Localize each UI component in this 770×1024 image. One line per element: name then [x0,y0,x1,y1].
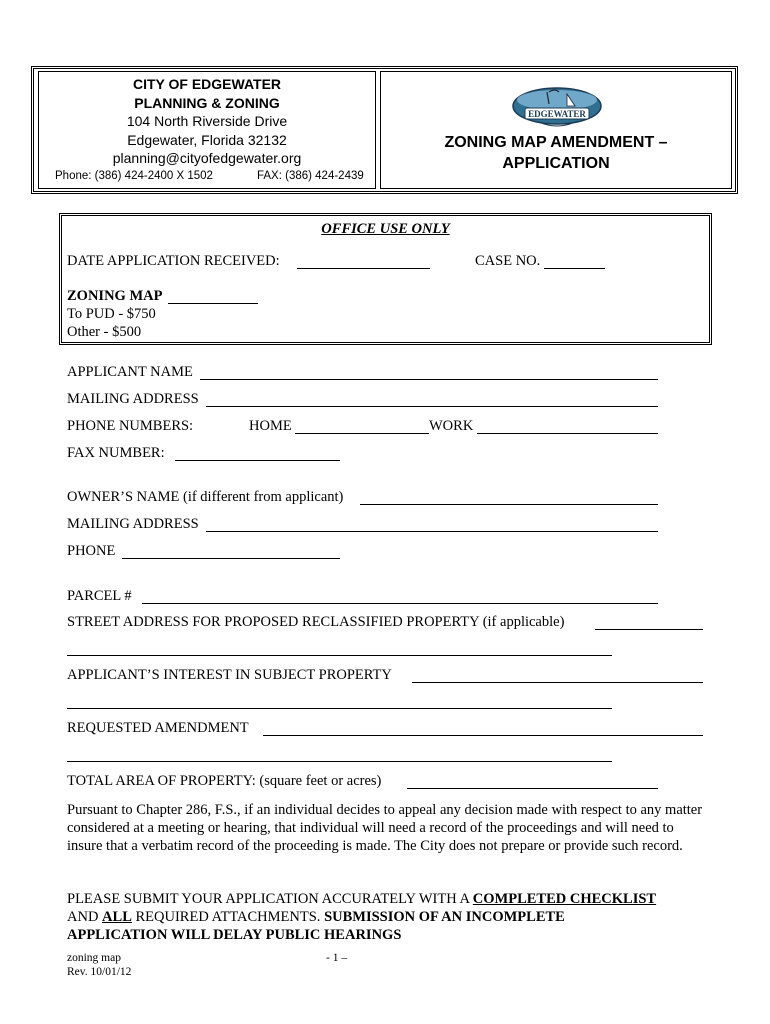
requested-amendment-label: REQUESTED AMENDMENT [67,720,249,736]
contact-block [38,71,376,189]
email-address: planning@cityofedgewater.org [112,150,302,166]
footer-doc-name: zoning map [67,952,121,964]
total-area-field[interactable] [407,788,658,789]
case-no-label: CASE NO. [475,253,541,269]
street-address-field-line2[interactable] [67,655,612,656]
edgewater-logo [509,84,605,132]
form-title-line1: ZONING MAP AMENDMENT – [444,134,668,151]
owner-mailing-field[interactable] [206,531,658,532]
other-fee: Other - $500 [67,324,142,340]
office-use-box [59,213,712,345]
pud-fee: To PUD - $750 [67,306,156,322]
street-address: 104 North Riverside Drive [126,113,288,129]
applicant-name-label: APPLICANT NAME [67,364,193,380]
phone-numbers-label: PHONE NUMBERS: [67,418,194,434]
fax-number-field[interactable] [175,460,340,461]
completed-checklist-text: COMPLETED CHECKLIST [472,891,657,907]
letterhead [31,66,738,194]
owner-phone-field[interactable] [122,558,340,559]
fax-number-label: FAX NUMBER: [67,445,165,461]
case-no-field[interactable] [544,268,605,269]
submit-text-1: PLEASE SUBMIT YOUR APPLICATION ACCURATELY WITH A [67,891,473,907]
submit-text-3: REQUIRED ATTACHMENTS. [131,909,325,925]
total-area-label: TOTAL AREA OF PROPERTY: (square feet or acres) [67,773,382,789]
fax-number: FAX: (386) 424-2439 [257,169,364,182]
office-use-title: OFFICE USE ONLY [321,221,450,237]
work-phone-field[interactable] [477,433,658,434]
applicant-mailing-label: MAILING ADDRESS [67,391,199,407]
owner-phone-label: PHONE [67,543,116,559]
owner-name-field[interactable] [360,504,658,505]
zoning-map-field[interactable] [168,303,258,304]
public-records-notice: Pursuant to Chapter 286, F.S., if an individual decides to appeal any decision made with respect to any matter considered at a meeting or hearing, that individual will need a record of the proceedings and will need to insure that a verbatim record of the proceeding is made. The City does not prepare or provide such record. [67,802,703,854]
work-phone-label: WORK [429,418,474,434]
incomplete-warning: SUBMISSION OF AN INCOMPLETE [324,909,565,925]
all-text: ALL [102,909,132,925]
home-phone-field[interactable] [295,433,429,434]
applicant-mailing-field[interactable] [206,406,658,407]
home-phone-label: HOME [249,418,292,434]
owner-name-label: OWNER’S NAME (if different from applicant) [67,489,344,505]
hearing-delay-warning: APPLICATION WILL DELAY PUBLIC HEARINGS [67,927,402,943]
requested-amendment-field-line2[interactable] [67,761,612,762]
logo-text: EDGEWATER [528,109,586,119]
street-address-label: STREET ADDRESS FOR PROPOSED RECLASSIFIED PROPERTY (if applicable) [67,614,565,630]
applicant-interest-label: APPLICANT’S INTEREST IN SUBJECT PROPERTY [67,667,392,683]
applicant-interest-field-line2[interactable] [67,708,612,709]
applicant-name-field[interactable] [200,379,658,380]
page-number: - 1 – [326,952,348,964]
street-address-field[interactable] [595,629,703,630]
footer-revision: Rev. 10/01/12 [67,966,132,978]
requested-amendment-field[interactable] [263,735,703,736]
title-block [380,71,732,189]
city-state-zip: Edgewater, Florida 32132 [127,131,287,148]
owner-mailing-label: MAILING ADDRESS [67,516,199,532]
submit-text-2: AND [67,909,103,925]
zoning-map-label: ZONING MAP [67,288,163,304]
submission-instructions [67,890,717,944]
phone-number: Phone: (386) 424-2400 X 1502 [55,169,213,182]
date-received-label: DATE APPLICATION RECEIVED: [67,253,280,269]
date-received-field[interactable] [297,268,430,269]
parcel-label: PARCEL # [67,588,132,604]
org-name: CITY OF EDGEWATER [132,76,282,92]
parcel-field[interactable] [142,603,658,604]
form-title-line2: APPLICATION [502,155,610,172]
department-name: PLANNING & ZONING [134,94,280,111]
applicant-interest-field[interactable] [412,682,703,683]
